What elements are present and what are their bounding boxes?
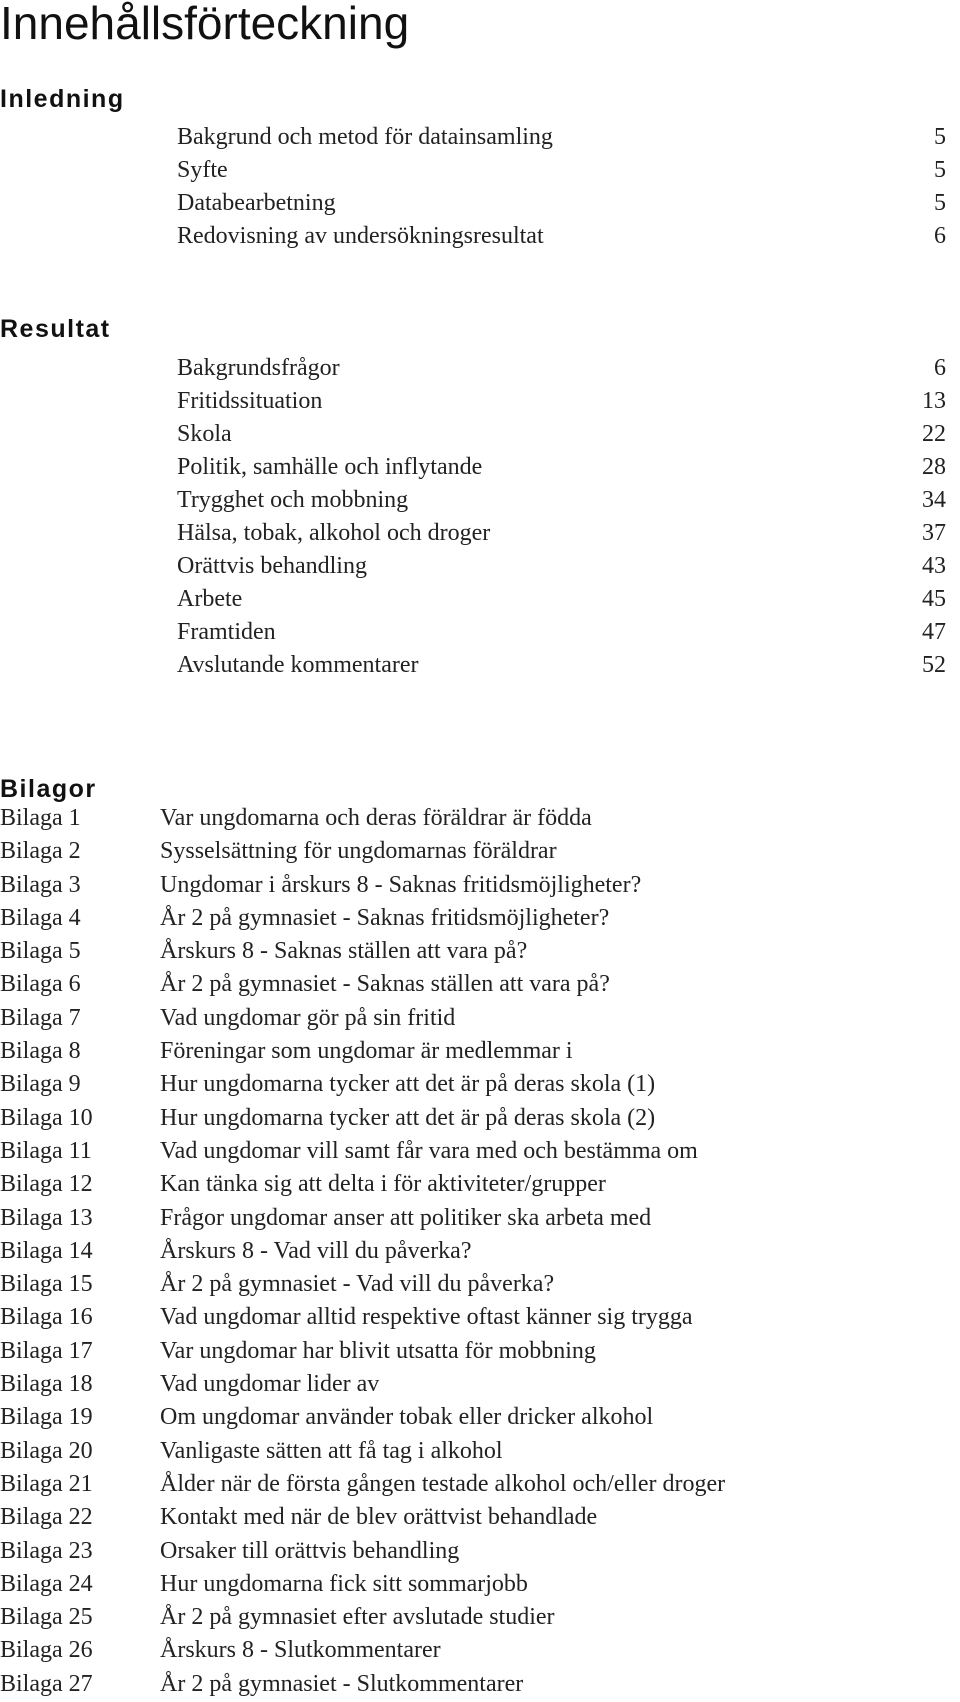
appendix-label: Bilaga 26 (0, 1637, 93, 1664)
appendix-title: Sysselsättning för ungdomarnas föräldrar (160, 838, 557, 865)
appendix-label: Bilaga 2 (0, 838, 81, 865)
appendix-title: Vad ungdomar lider av (160, 1371, 380, 1398)
appendix-label: Bilaga 15 (0, 1271, 93, 1298)
toc-entry[interactable] (0, 649, 946, 682)
appendix-label: Bilaga 21 (0, 1470, 93, 1497)
toc-page-number: 43 (922, 553, 946, 579)
appendix-label: Bilaga 9 (0, 1071, 81, 1098)
appendix-item[interactable] (0, 1634, 946, 1667)
appendix-item[interactable] (0, 1035, 946, 1068)
appendix-label: Bilaga 4 (0, 904, 81, 931)
toc-entry-title: Arbete (177, 586, 243, 612)
appendix-item[interactable] (0, 1401, 946, 1434)
appendix-title: Var ungdomarna och deras föräldrar är födda (160, 805, 592, 831)
appendix-item[interactable] (0, 1235, 946, 1268)
appendix-title: År 2 på gymnasiet - Vad vill du påverka? (160, 1271, 555, 1298)
appendix-title: Vanligaste sätten att få tag i alkohol (160, 1437, 503, 1464)
appendix-item[interactable] (0, 1668, 946, 1701)
appendix-title: Årskurs 8 - Saknas ställen att vara på? (160, 938, 528, 965)
toc-entry[interactable] (0, 154, 946, 187)
toc-page-number: 52 (922, 652, 946, 678)
toc-entry-title: Trygghet och mobbning (177, 487, 409, 513)
appendix-title: Ungdomar i årskurs 8 - Saknas fritidsmöjligheter? (160, 871, 642, 898)
appendix-label: Bilaga 3 (0, 871, 81, 898)
appendix-item[interactable] (0, 968, 946, 1001)
toc-page-number: 5 (934, 157, 946, 183)
appendix-item[interactable] (0, 1368, 946, 1401)
toc-page-number: 34 (922, 487, 946, 513)
toc-entry[interactable] (0, 418, 946, 451)
toc-list-inledning (0, 121, 946, 253)
appendix-label: Bilaga 13 (0, 1204, 93, 1231)
appendix-title: År 2 på gymnasiet - Slutkommentarer (160, 1670, 524, 1697)
appendix-title: Orsaker till orättvis behandling (160, 1537, 460, 1564)
toc-entry[interactable] (0, 517, 946, 550)
appendix-label: Bilaga 1 (0, 805, 81, 831)
appendix-item[interactable] (0, 935, 946, 968)
section-heading-bilagor: Bilagor (0, 775, 97, 803)
toc-page-number: 37 (922, 520, 946, 546)
appendix-label: Bilaga 5 (0, 938, 81, 965)
toc-page-number: 5 (934, 124, 946, 150)
toc-page-number: 5 (934, 190, 946, 216)
appendix-item[interactable] (0, 1068, 946, 1101)
toc-entry[interactable] (0, 484, 946, 517)
appendix-item[interactable] (0, 1301, 946, 1334)
appendix-item[interactable] (0, 802, 946, 835)
toc-list-resultat (0, 352, 946, 682)
appendix-item[interactable] (0, 1202, 946, 1235)
appendix-title: Årskurs 8 - Slutkommentarer (160, 1637, 441, 1664)
appendix-item[interactable] (0, 1568, 946, 1601)
toc-entry[interactable] (0, 187, 946, 220)
appendix-item[interactable] (0, 1135, 946, 1168)
appendix-label: Bilaga 6 (0, 971, 81, 998)
appendix-item[interactable] (0, 835, 946, 868)
appendix-label: Bilaga 19 (0, 1404, 93, 1431)
toc-entry-title: Avslutande kommentarer (177, 652, 419, 678)
section-heading-inledning: Inledning (0, 85, 125, 113)
toc-page-number: 28 (922, 454, 946, 480)
toc-entry-title: Framtiden (177, 619, 276, 645)
appendix-item[interactable] (0, 1601, 946, 1634)
appendix-title: Var ungdomar har blivit utsatta för mobbning (160, 1337, 596, 1364)
appendix-label: Bilaga 7 (0, 1004, 81, 1031)
toc-entry-title: Syfte (177, 157, 228, 183)
appendix-label: Bilaga 8 (0, 1038, 81, 1065)
appendix-title: Årskurs 8 - Vad vill du påverka? (160, 1237, 472, 1264)
toc-page-number: 6 (934, 355, 946, 381)
appendix-label: Bilaga 27 (0, 1670, 93, 1697)
appendix-label: Bilaga 11 (0, 1137, 92, 1164)
appendix-label: Bilaga 22 (0, 1504, 93, 1531)
toc-entry-title: Bakgrundsfrågor (177, 355, 340, 381)
toc-entry-title: Skola (177, 421, 232, 447)
appendix-item[interactable] (0, 1468, 946, 1501)
toc-entry[interactable] (0, 385, 946, 418)
toc-page-number: 6 (934, 223, 946, 249)
appendix-label: Bilaga 14 (0, 1237, 93, 1264)
section-heading-resultat: Resultat (0, 315, 111, 343)
appendix-label: Bilaga 10 (0, 1104, 93, 1131)
appendix-item[interactable] (0, 1435, 946, 1468)
appendix-label: Bilaga 17 (0, 1337, 93, 1364)
toc-entry-title: Politik, samhälle och inflytande (177, 454, 483, 480)
appendix-title: Hur ungdomarna tycker att det är på deras skola (1) (160, 1071, 656, 1098)
toc-entry-title: Redovisning av undersökningsresultat (177, 223, 544, 249)
appendix-title: År 2 på gymnasiet - Saknas ställen att vara på? (160, 971, 610, 998)
appendix-title: Ålder när de första gången testade alkohol och/eller droger (160, 1470, 726, 1497)
appendix-label: Bilaga 16 (0, 1304, 93, 1331)
toc-entry[interactable] (0, 352, 946, 385)
appendix-title: Hur ungdomarna fick sitt sommarjobb (160, 1570, 528, 1597)
appendix-label: Bilaga 24 (0, 1570, 93, 1597)
toc-entry[interactable] (0, 220, 946, 253)
appendix-list (0, 802, 946, 1701)
appendix-item[interactable] (0, 1268, 946, 1301)
toc-entry[interactable] (0, 451, 946, 484)
toc-entry-title: Bakgrund och metod för datainsamling (177, 124, 553, 150)
appendix-title: Vad ungdomar vill samt får vara med och bestämma om (160, 1137, 698, 1164)
appendix-item[interactable] (0, 1102, 946, 1135)
toc-entry[interactable] (0, 583, 946, 616)
appendix-item[interactable] (0, 1501, 946, 1534)
appendix-item[interactable] (0, 902, 946, 935)
appendix-title: Föreningar som ungdomar är medlemmar i (160, 1038, 573, 1065)
appendix-title: Kontakt med när de blev orättvist behandlade (160, 1504, 598, 1531)
toc-entry[interactable] (0, 616, 946, 649)
appendix-item[interactable] (0, 1335, 946, 1368)
appendix-label: Bilaga 23 (0, 1537, 93, 1564)
appendix-title: Kan tänka sig att delta i för aktiviteter/grupper (160, 1171, 606, 1198)
toc-entry-title: Fritidssituation (177, 388, 323, 414)
toc-entry-title: Orättvis behandling (177, 553, 367, 579)
appendix-title: Om ungdomar använder tobak eller dricker alkohol (160, 1404, 654, 1431)
toc-entry-title: Hälsa, tobak, alkohol och droger (177, 520, 491, 546)
toc-entry-title: Databearbetning (177, 190, 336, 216)
appendix-title: Vad ungdomar gör på sin fritid (160, 1004, 456, 1031)
appendix-title: Hur ungdomarna tycker att det är på deras skola (2) (160, 1104, 656, 1131)
appendix-title: Frågor ungdomar anser att politiker ska arbeta med (160, 1204, 652, 1231)
appendix-item[interactable] (0, 869, 946, 902)
appendix-item[interactable] (0, 1002, 946, 1035)
appendix-label: Bilaga 25 (0, 1604, 93, 1631)
appendix-label: Bilaga 20 (0, 1437, 93, 1464)
appendix-item[interactable] (0, 1168, 946, 1201)
appendix-label: Bilaga 18 (0, 1371, 93, 1398)
toc-page-number: 13 (922, 388, 946, 414)
appendix-title: År 2 på gymnasiet efter avslutade studier (160, 1604, 555, 1631)
toc-entry[interactable] (0, 550, 946, 583)
appendix-title: År 2 på gymnasiet - Saknas fritidsmöjligheter? (160, 904, 610, 931)
appendix-label: Bilaga 12 (0, 1171, 93, 1198)
page-title: Innehållsförteckning (0, 0, 410, 49)
toc-page-number: 22 (922, 421, 946, 447)
toc-page-number: 45 (922, 586, 946, 612)
toc-entry[interactable] (0, 121, 946, 154)
toc-page-number: 47 (922, 619, 946, 645)
appendix-item[interactable] (0, 1535, 946, 1568)
appendix-title: Vad ungdomar alltid respektive oftast känner sig trygga (160, 1304, 693, 1331)
